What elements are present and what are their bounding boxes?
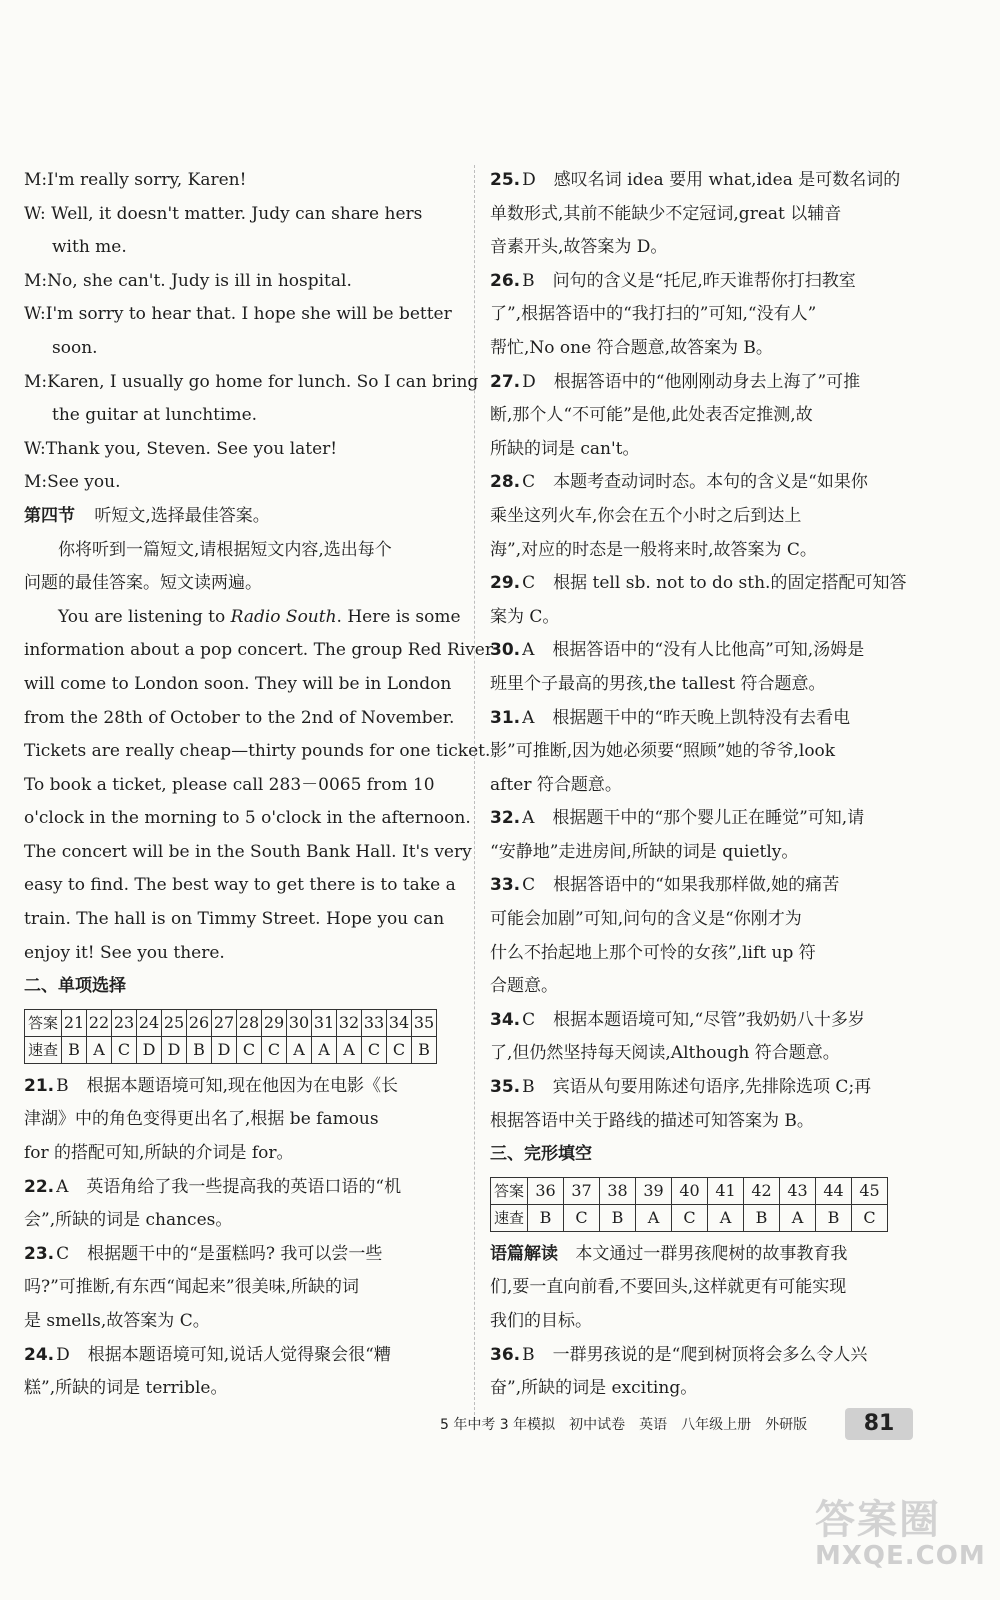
answer-letter: B [522, 270, 535, 291]
answer-cell: B [600, 1204, 636, 1231]
answer-line: 28. C 本题考查动词时态。本句的含义是“如果你 [490, 472, 868, 493]
answer-number: 24. [24, 1344, 55, 1365]
answer-cell: C [362, 1036, 387, 1063]
section4-desc: 听短文,选择最佳答案。 [94, 505, 270, 526]
answer-number: 28. [490, 472, 521, 493]
question-number-cell: 28 [237, 1009, 262, 1036]
answer-table-21-35 [24, 1009, 437, 1064]
answer-letter: C [56, 1243, 70, 1264]
answer-cell: A [337, 1036, 362, 1063]
answer-explanations-left [24, 1070, 464, 1406]
answer-line: 影”可推断,因为她必须要“照顾”她的爷爷,look [490, 741, 836, 762]
answer-cell: B [187, 1036, 212, 1063]
dialogue-line: with me. [52, 237, 127, 258]
answer-letter: C [522, 472, 536, 493]
answer-line: 32. A 根据题干中的“那个婴儿正在睡觉”可知,请 [490, 808, 865, 829]
answer-letter: C [522, 573, 536, 594]
answer-line: 是 smells,故答案为 C。 [24, 1311, 210, 1331]
answer-number: 34. [490, 1009, 521, 1030]
passage-line: information about a pop concert. The group Red River [24, 640, 493, 661]
answer-item [490, 164, 934, 265]
dialogue-line: W:Thank you, Steven. See you later! [24, 438, 338, 459]
answer-line: “安静地”走进房间,所缺的词是 quietly。 [490, 841, 799, 862]
question-number-cell: 38 [600, 1177, 636, 1204]
answer-number: 36. [490, 1344, 521, 1365]
dialogue-line: the guitar at lunchtime. [52, 405, 258, 426]
answer-item [490, 1004, 934, 1071]
question-number-cell: 32 [337, 1009, 362, 1036]
passage-line: train. The hall is on Timmy Street. Hope you can [24, 909, 445, 930]
question-number-cell: 35 [412, 1009, 437, 1036]
answer-line: 22. A 英语角给了我一些提高我的英语口语的“机 [24, 1176, 402, 1197]
passage-line: easy to find. The best way to get there is to take a [24, 875, 456, 896]
answer-cell: C [387, 1036, 412, 1063]
answer-line: 奋”,所缺的词是 exciting。 [490, 1378, 698, 1399]
answer-letter: B [522, 1344, 535, 1365]
passage-line: enjoy it! See you there. [24, 942, 225, 963]
question-number-cell: 34 [387, 1009, 412, 1036]
answer-line: 了”,根据答语中的“我打扫的”可知,“没有人” [490, 304, 817, 325]
answer-letter: D [522, 170, 536, 190]
answer-letter: A [522, 808, 535, 829]
question-number-cell: 44 [816, 1177, 852, 1204]
answer-cell: B [412, 1036, 437, 1063]
table-header: 速查 [491, 1204, 528, 1231]
answer-cell: C [852, 1204, 888, 1231]
answer-number: 35. [490, 1077, 521, 1098]
dialogue-line: soon. [52, 337, 98, 358]
answer-letter: B [56, 1075, 69, 1096]
part2-heading: 二、单项选择 [24, 976, 126, 997]
book-title: 5 年中考 3 年模拟 初中试卷 英语 八年级上册 外研版 [440, 1417, 808, 1433]
passage-line: You are listening to Radio South. Here is some [58, 606, 461, 627]
dialogue-line: M:I'm really sorry, Karen! [24, 170, 247, 190]
question-number-cell: 29 [262, 1009, 287, 1036]
answer-cell: A [312, 1036, 337, 1063]
question-number-cell: 22 [87, 1009, 112, 1036]
radio-name: Radio South [230, 606, 337, 627]
table-header: 速查 [25, 1036, 62, 1063]
answer-item [490, 366, 934, 467]
answer-table-36-45 [490, 1177, 888, 1232]
answer-line: 21. B 根据本题语境可知,现在他因为在电影《长 [24, 1075, 399, 1096]
answer-line: 案为 C。 [490, 606, 560, 627]
answer-line: 会”,所缺的词是 chances。 [24, 1210, 233, 1231]
answer-line: 什么不抬起地上那个可怜的女孩”,lift up 符 [490, 942, 816, 963]
answer-line: for 的搭配可知,所缺的介词是 for。 [24, 1143, 294, 1164]
answer-number: 30. [490, 640, 521, 661]
answer-number: 21. [24, 1075, 55, 1096]
answer-letter: A [522, 640, 535, 661]
question-number-cell: 42 [744, 1177, 780, 1204]
dialogue-line: M:See you. [24, 472, 121, 493]
answer-line: 可能会加剧”可知,问句的含义是“你刚才为 [490, 909, 802, 930]
answer-line: 津湖》中的角色变得更出名了,根据 be famous [24, 1109, 379, 1130]
dialogue-line: W:I'm sorry to hear that. I hope she will be better [24, 304, 452, 325]
answer-cell: D [137, 1036, 162, 1063]
answer-cell: A [708, 1204, 744, 1231]
answer-item [24, 1070, 464, 1171]
answer-cell: C [112, 1036, 137, 1063]
question-number-cell: 33 [362, 1009, 387, 1036]
answer-line: 糕”,所缺的词是 terrible。 [24, 1378, 228, 1399]
instruction-line: 问题的最佳答案。短文读两遍。 [24, 573, 262, 594]
answer-cell: A [780, 1204, 816, 1231]
question-number-cell: 24 [137, 1009, 162, 1036]
answer-item [490, 634, 934, 701]
answer-item [490, 466, 934, 567]
answer-line: 26. B 问句的含义是“托尼,昨天谁帮你打扫教室 [490, 270, 856, 291]
answer-line: 所缺的词是 can't。 [490, 438, 640, 459]
question-number-cell: 41 [708, 1177, 744, 1204]
answer-cell: C [237, 1036, 262, 1063]
page-number: 81 [845, 1408, 913, 1440]
passage [24, 601, 493, 971]
answer-item [490, 869, 934, 1003]
answer-cell: C [262, 1036, 287, 1063]
answer-cell: B [744, 1204, 780, 1231]
answer-letter: D [56, 1344, 70, 1365]
answer-cell: C [672, 1204, 708, 1231]
answer-line: 班里个子最高的男孩,the tallest 符合题意。 [490, 673, 826, 694]
answer-line: 23. C 根据题干中的“是蛋糕吗? 我可以尝一些 [24, 1243, 383, 1264]
question-number-cell: 23 [112, 1009, 137, 1036]
dialogue-line: M:No, she can't. Judy is ill in hospital. [24, 270, 352, 291]
answer-line: 帮忙,No one 符合题意,故答案为 B。 [490, 337, 773, 358]
reading-intro [490, 1238, 934, 1272]
reading-label: 语篇解读 [490, 1243, 558, 1264]
answer-cell: C [564, 1204, 600, 1231]
answer-line: 吗?”可推断,有东西“闻起来”很美味,所缺的词 [24, 1277, 359, 1298]
reading-line: 我们的目标。 [490, 1311, 592, 1331]
right-column [490, 164, 934, 1406]
passage-line: from the 28th of October to the 2nd of November. [24, 707, 455, 728]
answer-letter: D [522, 371, 536, 392]
part3-heading: 三、完形填空 [490, 1144, 592, 1165]
answer-number: 26. [490, 270, 521, 291]
answer-line: 根据答语中关于路线的描述可知答案为 B。 [490, 1110, 814, 1131]
answer-line: 29. C 根据 tell sb. not to do sth.的固定搭配可知答 [490, 573, 907, 594]
answer-number: 25. [490, 170, 521, 190]
answer-line: 27. D 根据答语中的“他刚刚动身去上海了”可推 [490, 371, 861, 392]
column-divider [474, 165, 475, 1425]
answer-cell: B [816, 1204, 852, 1231]
answer-line: 36. B 一群男孩说的是“爬到树顶将会多么令人兴 [490, 1344, 868, 1365]
answer-line: 了,但仍然坚持每天阅读,Although 符合题意。 [490, 1043, 840, 1064]
answer-item [490, 567, 934, 634]
answer-number: 31. [490, 707, 521, 728]
answer-number: 33. [490, 875, 521, 896]
answer-line: 海”,对应的时态是一般将来时,故答案为 C。 [490, 539, 817, 560]
dialogue-line: W: Well, it doesn't matter. Judy can share hers [24, 203, 423, 224]
answer-line: 35. B 宾语从句要用陈述句语序,先排除选项 C;再 [490, 1077, 872, 1098]
reading-line: 们,要一直向前看,不要回头,这样就更有可能实现 [490, 1277, 847, 1298]
answer-line: 30. A 根据答语中的“没有人比他高”可知,汤姆是 [490, 640, 865, 661]
question-number-cell: 36 [528, 1177, 564, 1204]
answer-number: 32. [490, 808, 521, 829]
question-number-cell: 39 [636, 1177, 672, 1204]
answer-item [490, 1071, 934, 1138]
answer-number: 22. [24, 1176, 55, 1197]
answer-line: 音素开头,故答案为 D。 [490, 237, 668, 258]
answer-cell: B [62, 1036, 87, 1063]
answer-letter: A [56, 1176, 69, 1197]
watermark-logo: 答案圈 [815, 1497, 941, 1543]
question-number-cell: 37 [564, 1177, 600, 1204]
answer-item [490, 265, 934, 366]
answer-line: 24. D 根据本题语境可知,说话人觉得聚会很“糟 [24, 1344, 391, 1365]
answer-explanations-right [490, 164, 934, 1138]
passage-line: The concert will be in the South Bank Hall. It's very [24, 841, 472, 862]
reading-line: 本文通过一群男孩爬树的故事教育我 [575, 1243, 848, 1264]
answer-item [490, 802, 934, 869]
section4-heading [24, 500, 464, 534]
answer-number: 27. [490, 371, 521, 392]
answer-line: 单数形式,其前不能缺少不定冠词,great 以辅音 [490, 203, 842, 224]
answer-cell: A [87, 1036, 112, 1063]
answer-cell: B [528, 1204, 564, 1231]
answer-cell: A [636, 1204, 672, 1231]
passage-line: To book a ticket, please call 283－0065 from 10 [24, 774, 435, 795]
question-number-cell: 25 [162, 1009, 187, 1036]
left-column [24, 164, 493, 1406]
passage-line: o'clock in the morning to 5 o'clock in the afternoon. [24, 808, 471, 829]
answer-line: 33. C 根据答语中的“如果我那样做,她的痛苦 [490, 875, 840, 896]
answer-line: 25. D 感叹名词 idea 要用 what,idea 是可数名词的 [490, 170, 901, 190]
answer-letter: C [522, 1009, 536, 1030]
answer-item [24, 1171, 464, 1238]
answer-cell: D [162, 1036, 187, 1063]
dialogue [24, 164, 479, 500]
answer-letter: B [522, 1077, 535, 1098]
answer-36 [490, 1339, 934, 1406]
question-number-cell: 21 [62, 1009, 87, 1036]
section4-title: 第四节 [24, 505, 75, 526]
question-number-cell: 26 [187, 1009, 212, 1036]
answer-line: 34. C 根据本题语境可知,“尽管”我奶奶八十多岁 [490, 1009, 865, 1030]
table-header: 答案 [491, 1177, 528, 1204]
answer-line: after 符合题意。 [490, 774, 622, 795]
watermark [815, 1488, 986, 1588]
passage-line: will come to London soon. They will be in London [24, 673, 452, 694]
answer-line: 31. A 根据题干中的“昨天晚上凯特没有去看电 [490, 707, 851, 728]
answer-cell: D [212, 1036, 237, 1063]
answer-number: 23. [24, 1243, 55, 1264]
question-number-cell: 27 [212, 1009, 237, 1036]
answer-line: 合题意。 [490, 976, 558, 997]
instruction-line: 你将听到一篇短文,请根据短文内容,选出每个 [58, 539, 392, 560]
answer-letter: A [522, 707, 535, 728]
page-footer [440, 1408, 960, 1440]
answer-line: 乘坐这列火车,你会在五个小时之后到达上 [490, 505, 802, 526]
answer-cell: A [287, 1036, 312, 1063]
answer-letter: C [522, 875, 536, 896]
answer-item [24, 1238, 464, 1339]
answer-number: 29. [490, 573, 521, 594]
answer-item [490, 702, 934, 803]
watermark-url: MXQE.COM [815, 1541, 986, 1571]
answer-line: 断,那个人“不可能”是他,此处表否定推测,故 [490, 405, 813, 426]
question-number-cell: 31 [312, 1009, 337, 1036]
question-number-cell: 40 [672, 1177, 708, 1204]
passage-line: Tickets are really cheap—thirty pounds for one ticket. [24, 741, 491, 762]
table-header: 答案 [25, 1009, 62, 1036]
question-number-cell: 43 [780, 1177, 816, 1204]
question-number-cell: 45 [852, 1177, 888, 1204]
answer-item [24, 1339, 464, 1406]
question-number-cell: 30 [287, 1009, 312, 1036]
dialogue-line: M:Karen, I usually go home for lunch. So I can bring [24, 371, 479, 392]
